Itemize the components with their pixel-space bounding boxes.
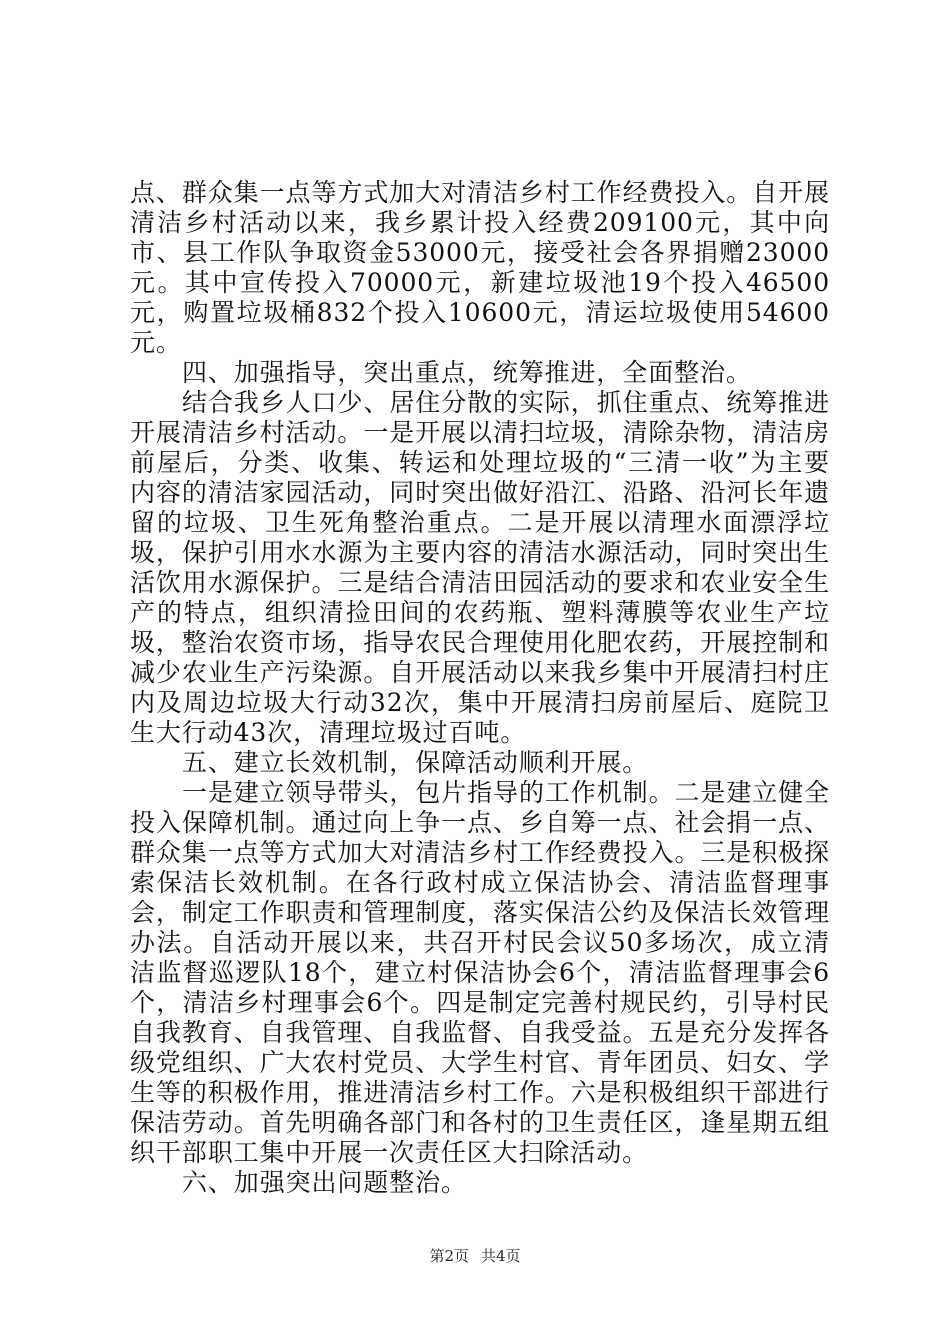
paragraph-funding-continued: 点、群众集一点等方式加大对清洁乡村工作经费投入。自开展清洁乡村活动以来，我乡累计投入经费209100元，其中向市、县工作队争取资金53000元，接受社会各界捐赠23000元。其中宣传投入70000元，新建垃圾池19个投入46500元，购置垃圾桶832个投入10600元，清运垃圾使用54600元。 xyxy=(130,178,830,357)
paragraph-section-5-body: 一是建立领导带头，包片指导的工作机制。二是建立健全投入保障机制。通过向上争一点、乡自筹一点、社会捐一点、群众集一点等方式加大对清洁乡村工作经费投入。三是积极探索保洁长效机制。在各行政村成立保洁协会、清洁监督理事会，制定工作职责和管理制度，落实保洁公约及保洁长效管理办法。自活动开展以来，共召开村民会议50多场次，成立清洁监督巡逻队18个，建立村保洁协会6个，清洁监督理事会6个，清洁乡村理事会6个。四是制定完善村规民约，引导村民自我教育、自我管理、自我监督、自我受益。五是充分发挥各级党组织、广大农村党员、大学生村官、青年团员、妇女、学生等的积极作用，推进清洁乡村工作。六是积极组织干部进行保洁劳动。首先明确各部门和各村的卫生责任区，逢星期五组织干部职工集中开展一次责任区大扫除活动。 xyxy=(130,778,830,1167)
page-number: 第2页 xyxy=(429,1247,469,1265)
paragraph-section-4-body: 结合我乡人口少、居住分散的实际，抓住重点、统筹推进开展清洁乡村活动。一是开展以清扫垃圾，清除杂物，清洁房前屋后，分类、收集、转运和处理垃圾的“三清一收”为主要内容的清洁家园活动，同时突出做好沿江、沿路、沿河长年遗留的垃圾、卫生死角整治重点。二是开展以清理水面漂浮垃圾，保护引用水水源为主要内容的清洁水源活动，同时突出生活饮用水源保护。三是结合清洁田园活动的要求和农业安全生产的特点，组织清捡田间的农药瓶、塑料薄膜等农业生产垃圾，整治农资市场，指导农民合理使用化肥农药，开展控制和减少农业生产污染源。自开展活动以来我乡集中开展清扫村庄内及周边垃圾大行动32次，集中开展清扫房前屋后、庭院卫生大行动43次，清理垃圾过百吨。 xyxy=(130,388,830,747)
page-total: 共4页 xyxy=(481,1247,521,1265)
document-body xyxy=(130,178,830,1198)
section-heading-6: 六、加强突出问题整治。 xyxy=(182,1168,467,1197)
section-heading-5: 五、建立长效机制，保障活动顺利开展。 xyxy=(182,748,649,777)
section-heading-4: 四、加强指导，突出重点，统筹推进，全面整治。 xyxy=(182,358,752,387)
page-footer xyxy=(0,1245,950,1266)
